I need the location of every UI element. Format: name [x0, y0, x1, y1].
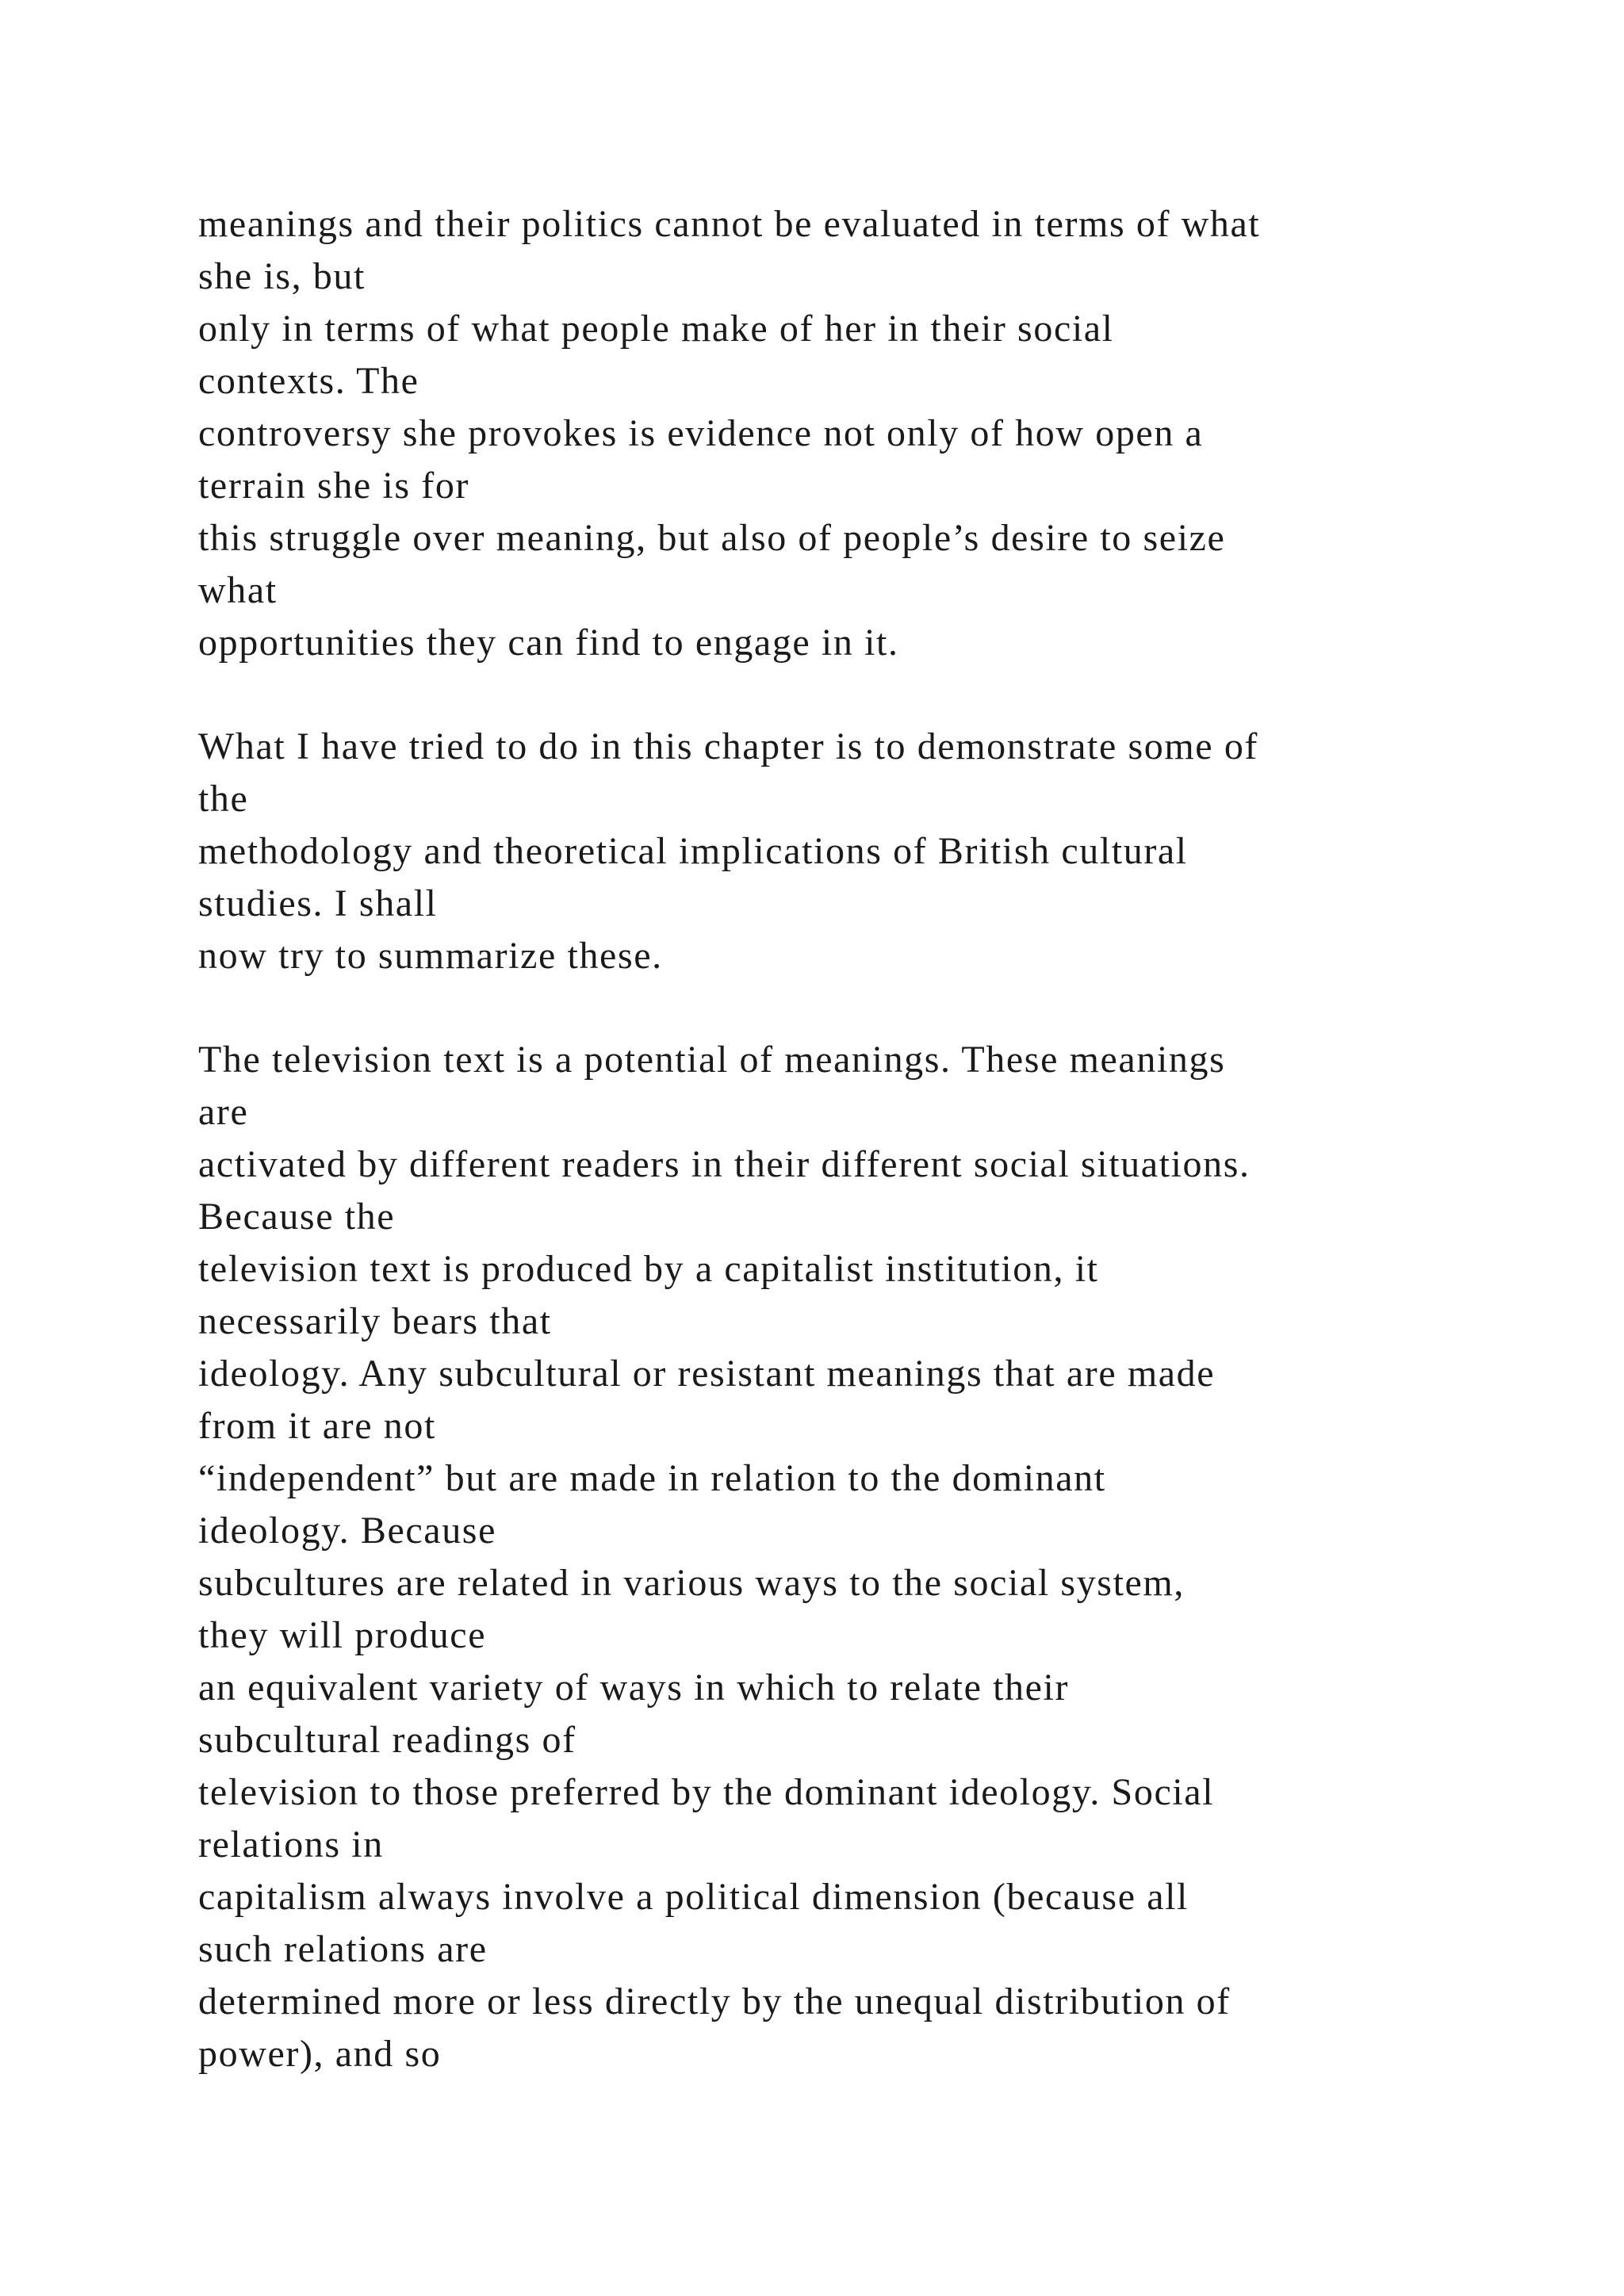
text-line: television text is produced by a capitalist institution, it	[198, 1248, 1099, 1290]
text-line: power), and so	[198, 2033, 442, 2075]
text-line: what	[198, 569, 278, 611]
text-line: Because the	[198, 1196, 396, 1238]
text-line: studies. I shall	[198, 882, 438, 924]
paragraph-gap	[198, 669, 1507, 721]
text-line: “independent” but are made in relation to the dominant	[198, 1457, 1106, 1499]
text-line: only in terms of what people make of her in their social	[198, 308, 1114, 350]
text-line: subcultures are related in various ways to the social system,	[198, 1562, 1185, 1604]
text-line: the	[198, 778, 249, 820]
text-line: relations in	[198, 1823, 384, 1866]
text-line: are	[198, 1091, 249, 1133]
text-line: activated by different readers in their different social situations.	[198, 1143, 1251, 1185]
text-line: The television text is a potential of meanings. These meanings	[198, 1039, 1226, 1081]
text-line: from it are not	[198, 1405, 436, 1447]
text-line: she is, but	[198, 255, 366, 297]
text-line: determined more or less directly by the unequal distribution of	[198, 1980, 1231, 2022]
text-line: terrain she is for	[198, 465, 470, 507]
text-line: opportunities they can find to engage in it.	[198, 622, 899, 664]
text-line: such relations are	[198, 1928, 488, 1970]
text-line: contexts. The	[198, 360, 419, 402]
text-line: now try to summarize these.	[198, 935, 663, 977]
text-line: an equivalent variety of ways in which to relate their	[198, 1667, 1070, 1709]
paragraph-gap	[198, 982, 1507, 1034]
text-line: controversy she provokes is evidence not only of how open a	[198, 412, 1204, 454]
paragraph-1	[198, 198, 1507, 669]
text-line: ideology. Any subcultural or resistant meanings that are made	[198, 1353, 1216, 1395]
text-line: this struggle over meaning, but also of people’s desire to seize	[198, 517, 1226, 559]
text-line: necessarily bears that	[198, 1300, 552, 1342]
text-line: methodology and theoretical implications of British cultural	[198, 830, 1188, 872]
text-line: What I have tried to do in this chapter is to demonstrate some of	[198, 725, 1258, 767]
paragraph-3	[198, 1034, 1507, 2080]
body-text	[198, 198, 1507, 2080]
text-line: they will produce	[198, 1614, 487, 1656]
text-line: television to those preferred by the dominant ideology. Social	[198, 1771, 1215, 1813]
paragraph-2	[198, 721, 1507, 982]
text-line: subcultural readings of	[198, 1719, 576, 1761]
text-line: capitalism always involve a political dimension (because all	[198, 1876, 1189, 1918]
text-line: meanings and their politics cannot be evaluated in terms of what	[198, 203, 1261, 245]
text-line: ideology. Because	[198, 1510, 496, 1552]
